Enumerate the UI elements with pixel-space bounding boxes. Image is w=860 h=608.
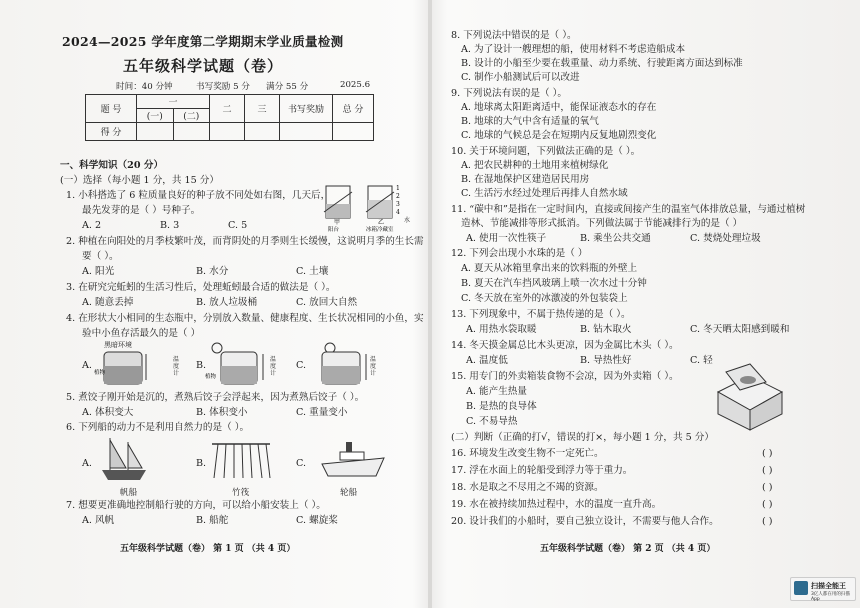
full-score: 满分 55 分 xyxy=(266,82,309,92)
q4-label-thermo: 温度计 xyxy=(370,356,377,377)
q11-option-c: C. 焚烧处理垃圾 xyxy=(690,233,761,244)
page-title: 五年级科学试题（卷） xyxy=(123,57,284,75)
svg-text:4: 4 xyxy=(396,209,400,216)
svg-text:3: 3 xyxy=(396,201,400,208)
ecosystem-jar-dark xyxy=(96,348,156,388)
q15-option-a: A. 能产生热量 xyxy=(466,386,527,397)
score-cell xyxy=(333,123,374,141)
q14-option-c: C. 轻 xyxy=(690,355,713,366)
score-table-sub: (二) xyxy=(173,109,210,123)
page-fold xyxy=(428,0,432,608)
fig-label: 水 xyxy=(404,217,411,224)
question-1-cont: 最先发芽的是（ ）号种子。 xyxy=(82,205,201,216)
answer-blank[interactable]: ( ) xyxy=(762,499,773,510)
q13-option-c: C. 冬天晒太阳感到暖和 xyxy=(690,324,790,335)
q5-option-c: C. 重量变小 xyxy=(296,407,348,418)
q7-option-a: A. 风帆 xyxy=(82,515,115,526)
score-cell xyxy=(210,123,245,141)
judge-19: 19. 水在被持续加热过程中，水的温度一直升高。 xyxy=(451,499,662,510)
svg-text:2: 2 xyxy=(396,193,400,200)
question-11-cont: 造林、节能减排等形式抵消。下列做法属于节能减排行为的是（ ） xyxy=(461,218,743,229)
q1-option-a: A. 2 xyxy=(82,220,102,231)
q6-option-c: C. xyxy=(296,458,307,469)
q4-label-thermo: 温度计 xyxy=(270,356,277,377)
q12-option-c: C. 冬天放在室外的冰激凌的外包装袋上 xyxy=(461,293,628,304)
question-8: 8. 下列说法中错误的是（ ）。 xyxy=(451,30,577,41)
q3-option-b: B. 放人垃圾桶 xyxy=(196,297,258,308)
q12-option-a: A. 夏天从冰箱里拿出来的饮料瓶的外壁上 xyxy=(461,263,638,274)
q13-option-b: B. 钻木取火 xyxy=(580,324,632,335)
q13-option-a: A. 用热水袋取暖 xyxy=(466,324,537,335)
exam-line: 2024—2025 学年度第二学期期末学业质量检测 xyxy=(62,34,344,49)
q9-option-a: A. 地球离太阳距离适中，能保证液态水的存在 xyxy=(461,102,657,113)
score-table-sub: (一) xyxy=(137,109,174,123)
score-row-label: 得 分 xyxy=(86,123,137,141)
q6-caption-b: 竹筏 xyxy=(232,488,250,498)
q15-option-c: C. 不易导热 xyxy=(466,416,518,427)
q3-option-a: A. 随意丢掉 xyxy=(82,297,134,308)
fig-label: 乙 xyxy=(378,219,385,226)
fig-label: 阳台 xyxy=(328,227,340,233)
question-10: 10. 关于环境问题，下列做法正确的是（ ）。 xyxy=(451,146,641,157)
scanner-watermark xyxy=(790,577,856,601)
q7-option-b: B. 船舵 xyxy=(196,515,229,526)
exam-date: 2025.6 xyxy=(340,80,371,90)
judge-17: 17. 浮在水面上的轮船受到浮力等于重力。 xyxy=(451,465,633,476)
answer-blank[interactable]: ( ) xyxy=(762,448,773,459)
question-3: 3. 在研究完蚯蚓的生活习性后，处理蚯蚓最合适的做法是（ ）。 xyxy=(66,282,336,293)
question-7: 7. 想要更准确地控制船行驶的方向，可以给小船安装上（ ）。 xyxy=(66,500,326,511)
answer-blank[interactable]: ( ) xyxy=(762,465,773,476)
q3-option-c: C. 放回大自然 xyxy=(296,297,358,308)
q9-option-b: B. 地球的大气中含有适量的氧气 xyxy=(461,116,599,127)
watermark-name: 扫描全能王 xyxy=(811,582,846,590)
q14-option-b: B. 导热性好 xyxy=(580,355,632,366)
q7-option-c: C. 螺旋桨 xyxy=(296,515,338,526)
score-table-header: 三 xyxy=(245,95,280,123)
q10-option-b: B. 在湿地保护区建造居民用房 xyxy=(461,174,590,185)
question-14: 14. 冬天摸金属总比木头更凉，因为金属比木头（ ）。 xyxy=(451,340,679,351)
q4-option-b: B. xyxy=(196,360,207,371)
q6-option-a: A. xyxy=(82,458,92,469)
answer-blank[interactable]: ( ) xyxy=(762,482,773,493)
writing-bonus: 书写奖励 5 分 xyxy=(196,82,250,92)
question-2: 2. 种植在向阳处的月季枝繁叶茂，而背阴处的月季则生长缓慢，这说明月季的生长需 xyxy=(66,236,424,247)
q4-label-thermo: 温度计 xyxy=(173,356,180,377)
q15-option-b: B. 是热的良导体 xyxy=(466,401,537,412)
q5-option-b: B. 体积变小 xyxy=(196,407,248,418)
judge-16: 16. 环境发生改变生物不一定死亡。 xyxy=(451,448,604,459)
question-9: 9. 下列说法有误的是（ ）。 xyxy=(451,88,567,99)
q4-option-c: C. xyxy=(296,360,307,371)
question-6: 6. 下列船的动力不是利用自然力的是（ ）。 xyxy=(66,422,250,433)
watermark-sub: 3亿人都在用的扫描App xyxy=(811,592,850,602)
q9-option-c: C. 地球的气候总是会在短期内反复地剧烈变化 xyxy=(461,130,657,141)
score-table-header: 总 分 xyxy=(333,95,374,123)
score-cell xyxy=(245,123,280,141)
bamboo-raft-image xyxy=(210,436,274,484)
q8-option-b: B. 设计的小船至少要在载重量、动力系统、行驶距离方面达到标准 xyxy=(461,58,743,69)
q1-option-c: C. 5 xyxy=(228,220,248,231)
score-table xyxy=(85,94,374,141)
question-5: 5. 煮饺子刚开始是沉的，煮熟后饺子会浮起来，因为煮熟后饺子（ ）。 xyxy=(66,392,365,403)
q10-option-c: C. 生活污水经过处理后再排人自然水域 xyxy=(461,188,628,199)
question-1: 1. 小科搭选了 6 粒质量良好的种子放不同处如右图，几天后， xyxy=(66,190,331,201)
score-table-header: 一 xyxy=(137,95,210,109)
score-cell xyxy=(280,123,333,141)
score-table-header: 题 号 xyxy=(86,95,137,123)
question-2-cont: 要（ ）。 xyxy=(82,251,119,262)
scanner-logo-icon xyxy=(794,581,808,595)
sailboat-image xyxy=(96,434,152,484)
q2-option-b: B. 水分 xyxy=(196,266,229,277)
seed-jars-figure xyxy=(322,178,418,232)
score-cell xyxy=(137,123,174,141)
score-table-header: 二 xyxy=(210,95,245,123)
q2-option-c: C. 土壤 xyxy=(296,266,329,277)
part-title-judge: (二）判断（正确的打√，错误的打×，每小题 1 分，共 5 分） xyxy=(451,432,714,443)
q2-option-a: A. 阳光 xyxy=(82,266,115,277)
fig-label: 冰箱冷藏室 xyxy=(366,227,394,233)
q6-option-b: B. xyxy=(196,458,207,469)
q12-option-b: B. 夏天在汽车挡风玻璃上喷一次水过十分钟 xyxy=(461,278,647,289)
q8-option-a: A. 为了设计一艘理想的船，使用材料不考虑造船成本 xyxy=(461,44,686,55)
q6-caption-c: 轮船 xyxy=(340,488,358,498)
delivery-box-image xyxy=(708,362,790,432)
ecosystem-jar-sun xyxy=(205,340,269,388)
part-title: (一）选择（每小题 1 分，共 15 分） xyxy=(60,175,219,186)
fig-label: 甲 xyxy=(334,219,341,226)
svg-text:1: 1 xyxy=(396,185,400,192)
steamship-image xyxy=(318,436,388,484)
q10-option-a: A. 把农民耕种的土地用来植树绿化 xyxy=(461,160,609,171)
q6-caption-a: 帆船 xyxy=(120,488,138,498)
question-11: 11. “碳中和”是指在一定时间内，直接或间接产生的温室气体排放总量，与通过植树 xyxy=(451,204,806,215)
page2-footer: 五年级科学试题（卷） 第 2 页 （共 4 页） xyxy=(540,544,716,554)
score-table-header: 书写奖励 xyxy=(280,95,333,123)
question-15: 15. 用专门的外卖箱装食物不会凉，因为外卖箱（ ）。 xyxy=(451,371,679,382)
fig-label: 植物 xyxy=(205,374,217,380)
q11-option-b: B. 乘坐公共交通 xyxy=(580,233,651,244)
answer-blank[interactable]: ( ) xyxy=(762,516,773,527)
score-cell xyxy=(173,123,210,141)
q14-option-a: A. 温度低 xyxy=(466,355,508,366)
q1-option-b: B. 3 xyxy=(160,220,180,231)
question-4: 4. 在形状大小相同的生态瓶中，分别放入数量、健康程度、生长状况相同的小鱼，实 xyxy=(66,313,424,324)
judge-20: 20. 设计我们的小船时，要自己独立设计，不需要与他人合作。 xyxy=(451,516,719,527)
q5-option-a: A. 体积变大 xyxy=(82,407,134,418)
ecosystem-jar-light xyxy=(308,340,378,388)
q8-option-c: C. 制作小船测试后可以改进 xyxy=(461,72,580,83)
fig-label: 植物 xyxy=(94,370,106,376)
q4-label-dark: 黑暗环境 xyxy=(104,341,132,349)
section-title: 一、科学知识（20 分） xyxy=(60,160,164,171)
q4-option-a: A. xyxy=(82,360,92,371)
question-13: 13. 下列现象中，不属于热传递的是（ ）。 xyxy=(451,309,631,320)
q11-option-a: A. 使用一次性筷子 xyxy=(466,233,547,244)
judge-18: 18. 水是取之不尽用之不竭的资源。 xyxy=(451,482,604,493)
question-4-cont: 验中小鱼存活最久的是（ ） xyxy=(82,328,201,339)
exam-time: 时间：40 分钟 xyxy=(116,82,173,92)
question-12: 12. 下列会出现小水珠的是（ ） xyxy=(451,248,588,259)
page1-footer: 五年级科学试题（卷） 第 1 页 （共 4 页） xyxy=(120,544,296,554)
